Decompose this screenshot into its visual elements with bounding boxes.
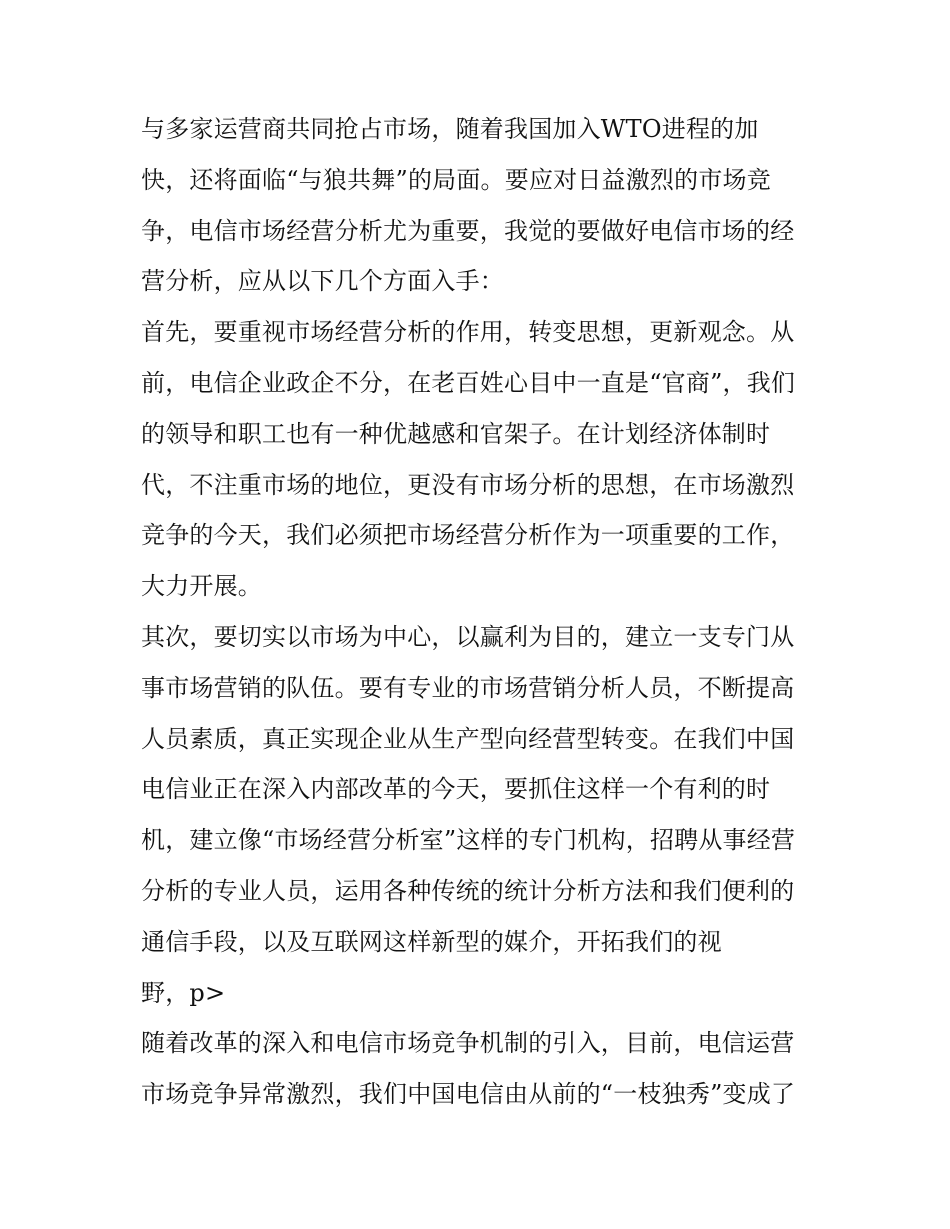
text-line: 代，不注重市场的地位，更没有市场分析的思想，在市场激烈	[141, 470, 795, 499]
text-line: 竞争的今天，我们必须把市场经营分析作为一项重要的工作，	[141, 521, 795, 550]
text-line: 争，电信市场经营分析尤为重要，我觉的要做好电信市场的经	[141, 216, 795, 245]
text-line: 首先，要重视市场经营分析的作用，转变思想，更新观念。从	[141, 318, 795, 347]
text-line: 分析的专业人员，运用各种传统的统计分析方法和我们便利的	[141, 876, 795, 905]
body-text	[141, 110, 821, 1126]
text-line: 事市场营销的队伍。要有专业的市场营销分析人员，不断提高	[141, 673, 795, 702]
text-line: 前，电信企业政企不分，在老百姓心目中一直是“官商”，我们	[141, 368, 796, 397]
text-line: 野，p>	[141, 978, 226, 1007]
text-line: 与多家运营商共同抢占市场，随着我国加入WTO进程的加	[141, 115, 759, 143]
text-line: 快，还将面临“与狼共舞”的局面。要应对日益激烈的市场竞	[141, 165, 771, 194]
text-line: 随着改革的深入和电信市场竞争机制的引入，目前，电信运营	[141, 1029, 795, 1058]
text-line: 的领导和职工也有一种优越感和官架子。在计划经济体制时	[141, 419, 771, 448]
text-line: 人员素质，真正实现企业从生产型向经营型转变。在我们中国	[141, 724, 795, 753]
text-line: 大力开展。	[141, 572, 262, 601]
text-line: 电信业正在深入内部改革的今天，要抓住这样一个有利的时	[141, 775, 771, 804]
text-line: 其次，要切实以市场为中心，以赢利为目的，建立一支专门从	[141, 622, 795, 651]
text-line: 市场竞争异常激烈，我们中国电信由从前的“一枝独秀”变成了	[141, 1080, 796, 1109]
text-line: 机，建立像“市场经营分析室”这样的专门机构，招聘从事经营	[141, 826, 796, 855]
text-line: 营分析，应从以下几个方面入手：	[141, 267, 504, 296]
text-line: 通信手段，以及互联网这样新型的媒介，开拓我们的视	[141, 927, 722, 956]
